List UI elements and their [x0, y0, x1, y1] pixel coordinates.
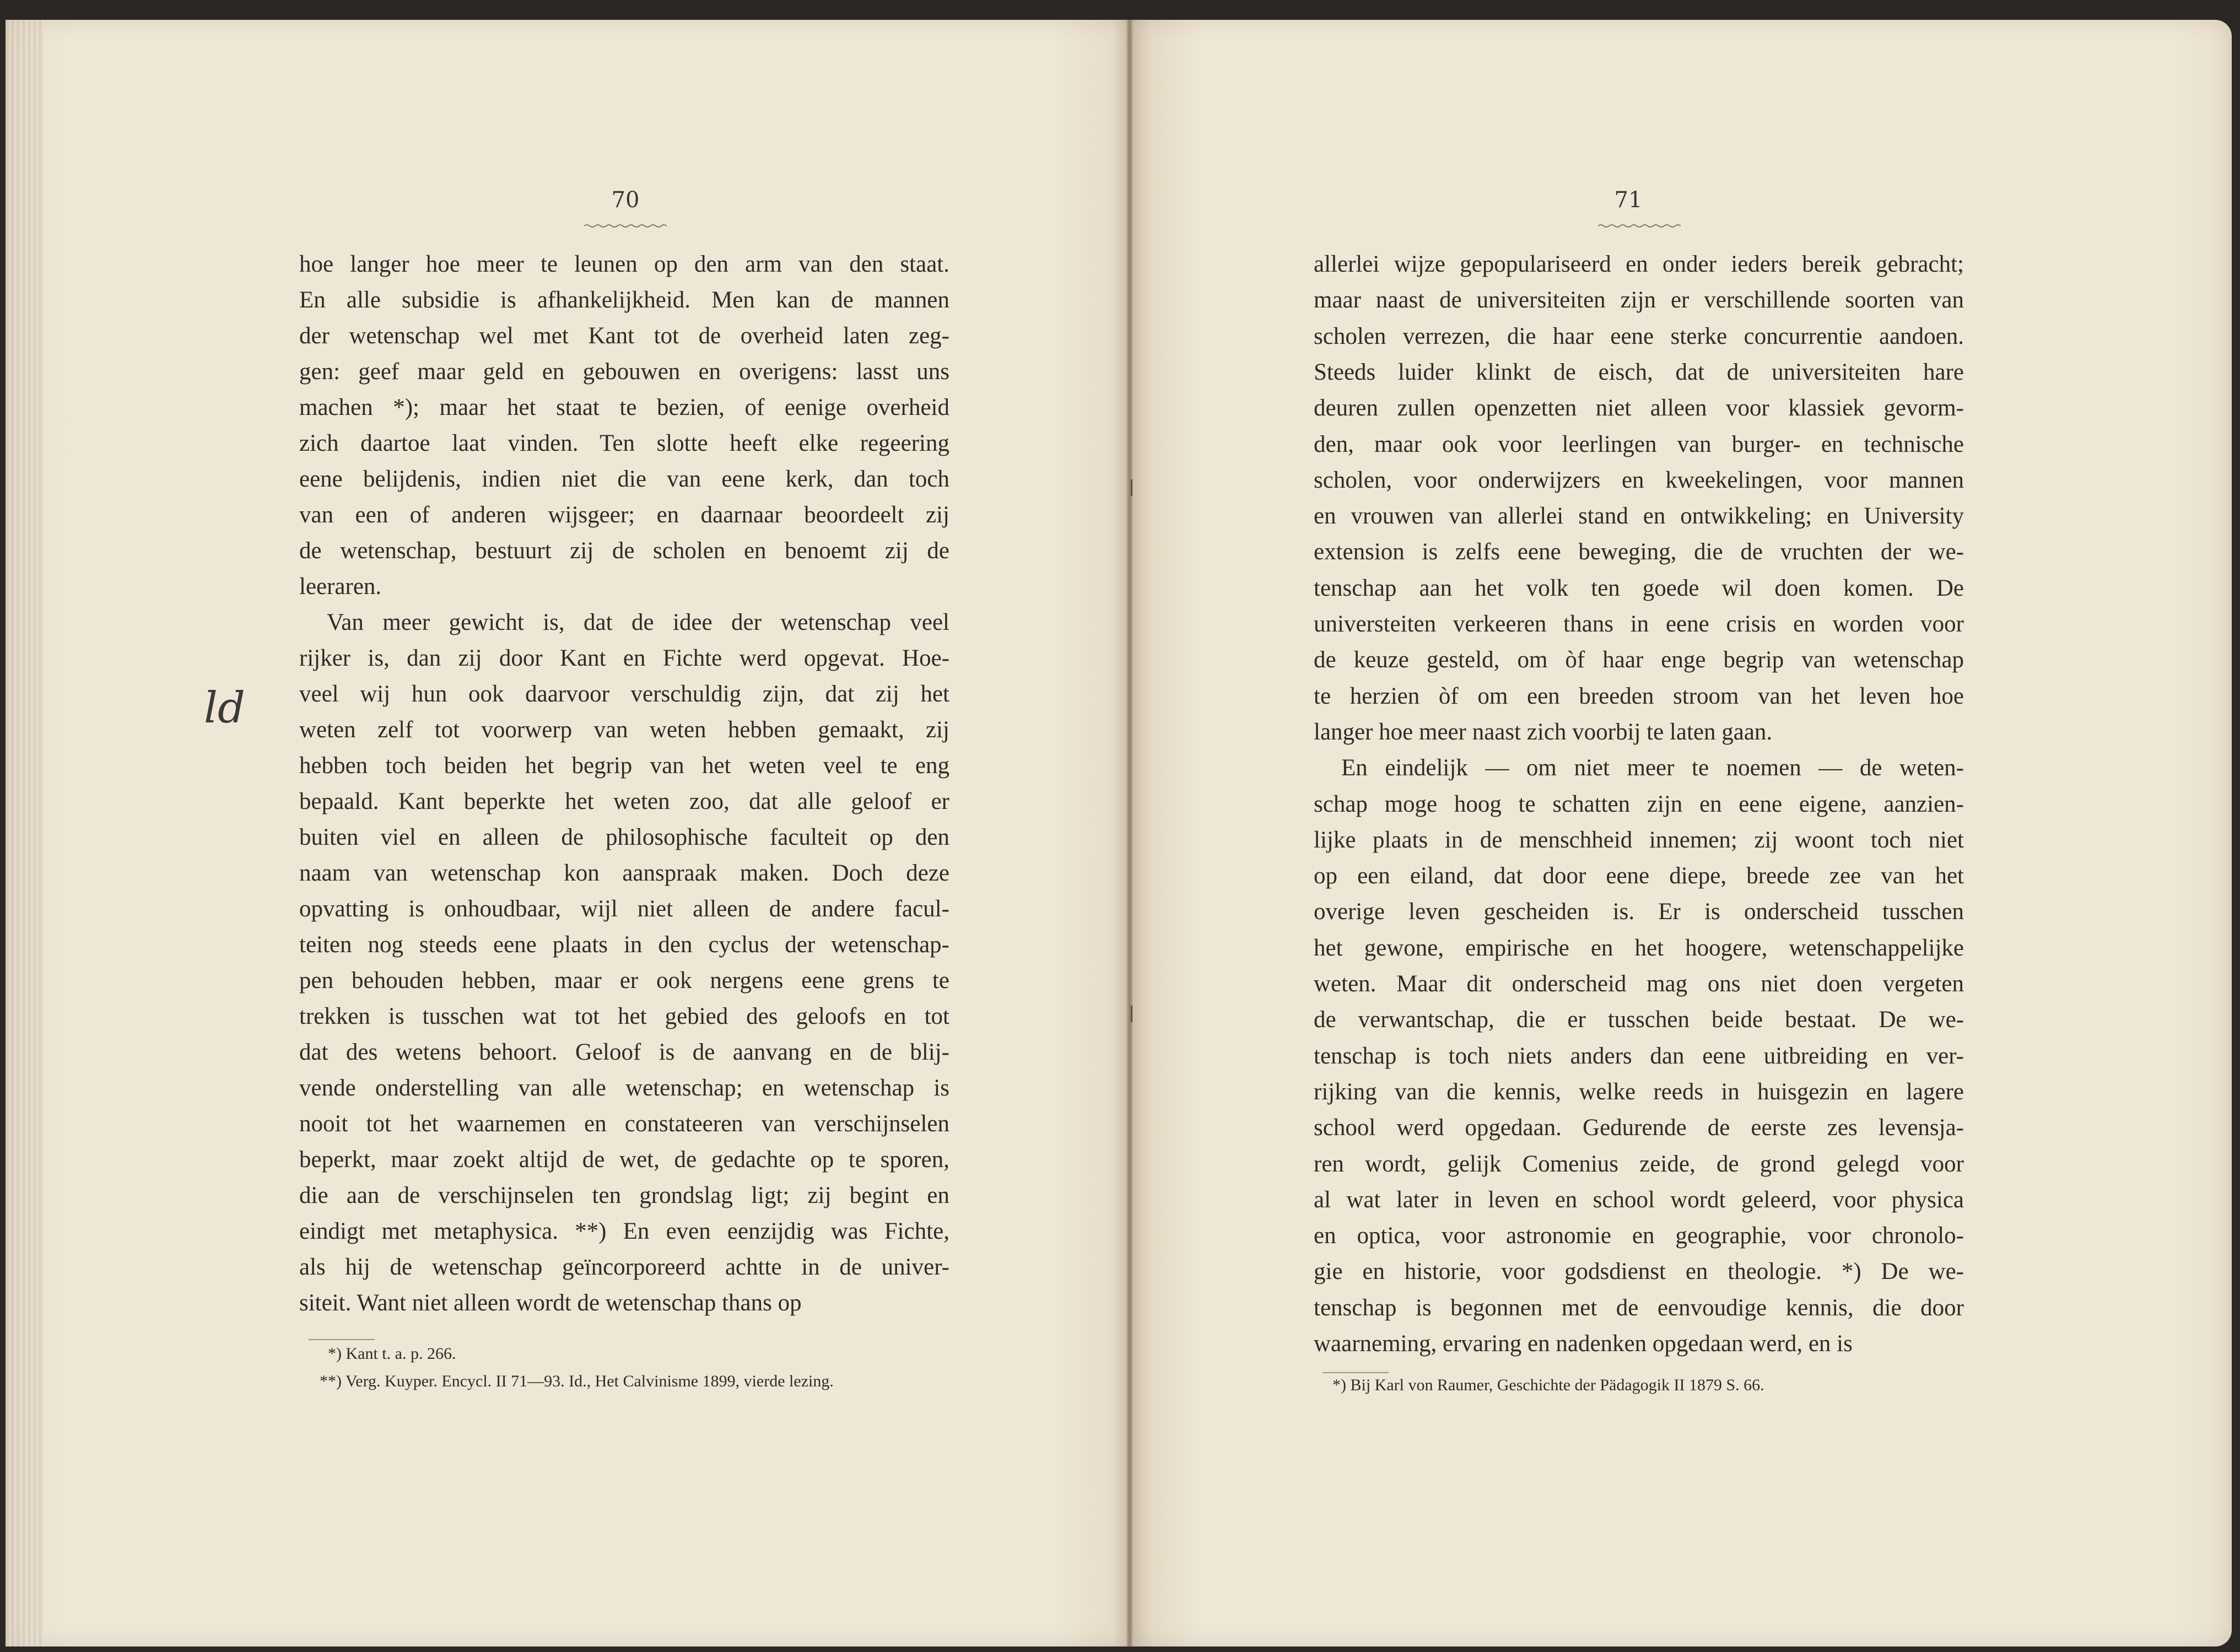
text-line: zich daartoe laat vinden. Ten slotte heeft elke regeering — [299, 430, 949, 456]
text-line: al wat later in leven en school wordt geleerd, voor physica — [1314, 1186, 1964, 1213]
text-line: universteiten verkeeren thans in eene crisis en worden voor — [1314, 611, 1964, 637]
text-line: eene belijdenis, indien niet die van eene kerk, dan toch — [299, 466, 949, 492]
text-line: eindigt met metaphysica. **) En even eenzijdig was Fichte, — [299, 1218, 949, 1244]
text-line: hoe langer hoe meer te leunen op den arm van den staat. — [299, 251, 949, 277]
text-line: ren wordt, gelijk Comenius zeide, de grond gelegd voor — [1314, 1151, 1964, 1177]
text-line: te herzien òf om een breeden stroom van het leven hoe — [1314, 683, 1964, 709]
text-line: overige leven gescheiden is. Er is onderscheid tusschen — [1314, 899, 1964, 925]
text-line: deuren zullen openzetten niet alleen voor klassiek gevorm- — [1314, 395, 1964, 422]
text-line: maar naast de universiteiten zijn er verschillende soorten van — [1314, 287, 1964, 314]
text-line: weten zelf tot voorwerp van weten hebben gemaakt, zij — [299, 717, 949, 743]
footnote-rule-right — [1323, 1372, 1389, 1373]
text-line: de wetenschap, bestuurt zij de scholen en benoemt zij de — [299, 538, 949, 564]
text-line: der wetenschap wel met Kant tot de overheid laten zeg- — [299, 323, 949, 349]
text-line: tenschap is toch niets anders dan eene uitbreiding en ver- — [1314, 1043, 1964, 1069]
text-line: schap moge hoog te schatten zijn en eene eigene, aanzien- — [1314, 791, 1964, 817]
text-line: gen: geef maar geld en gebouwen en overigens: lasst uns — [299, 359, 949, 385]
text-line: leeraren. — [299, 574, 382, 600]
text-line: en optica, voor astronomie en geographie, voor chronolo- — [1314, 1223, 1964, 1249]
text-line: vende onderstelling van alle wetenschap; en wetenschap is — [299, 1075, 949, 1101]
page-number-right: 71 — [1614, 187, 1643, 213]
text-line: den, maar ook voor leerlingen van burger- en technische — [1314, 431, 1964, 457]
text-line: waarneming, ervaring en nadenken opgedaan werd, en is — [1314, 1331, 1853, 1357]
text-line: als hij de wetenschap geïncorporeerd achtte in de univer- — [299, 1254, 949, 1280]
text-line: scholen verrezen, die haar eene sterke concurrentie aandoen. — [1314, 323, 1964, 349]
text-line: nooit tot het waarnemen en constateeren van verschijnselen — [299, 1111, 949, 1137]
text-line: pen behouden hebben, maar er ook nergens eene grens te — [299, 968, 949, 994]
text-line: allerlei wijze gepopulariseerd en onder ieders bereik gebracht; — [1314, 251, 1964, 277]
text-line: van een of anderen wijsgeer; en daarnaar beoordeelt zij — [299, 502, 949, 528]
text-line: En eindelijk — om niet meer te noemen — de weten- — [1341, 755, 1964, 781]
text-line: lijke plaats in de menschheid innemen; zij woont toch niet — [1314, 827, 1964, 853]
text-line: siteit. Want niet alleen wordt de wetenschap thans op — [299, 1290, 802, 1316]
text-line: school werd opgedaan. Gedurende de eerste zes levensja- — [1314, 1115, 1964, 1141]
text-line: tenschap aan het volk ten goede wil doen komen. De — [1314, 575, 1964, 601]
text-line: de verwantschap, die er tusschen beide bestaat. De we- — [1314, 1007, 1964, 1033]
text-line: Steeds luider klinkt de eisch, dat de universiteiten hare — [1314, 359, 1964, 385]
text-line: weten. Maar dit onderscheid mag ons niet doen vergeten — [1314, 971, 1964, 997]
text-line: het gewone, empirische en het hoogere, wetenschappelijke — [1314, 935, 1964, 961]
text-line: dat des wetens behoort. Geloof is de aanvang en de blij- — [299, 1039, 949, 1065]
text-line: tenschap is begonnen met de eenvoudige kennis, die door — [1314, 1294, 1964, 1321]
text-line: buiten viel en alleen de philosophische faculteit op den — [299, 824, 949, 850]
gutter-tick-mark — [1131, 1006, 1132, 1022]
text-line: rijker is, dan zij door Kant en Fichte werd opgevat. Hoe- — [299, 645, 949, 671]
text-line: bepaald. Kant beperkte het weten zoo, dat alle geloof er — [299, 789, 949, 814]
handwritten-margin-note: ld — [204, 683, 245, 733]
text-line: gie en historie, voor godsdienst en theologie. *) De we- — [1314, 1259, 1964, 1285]
left-page-body — [299, 251, 949, 1336]
page-edges — [6, 20, 44, 1646]
right-page-body — [1314, 251, 1964, 1375]
text-line: opvatting is onhoudbaar, wijl niet alleen de andere facul- — [299, 896, 949, 922]
text-line: en vrouwen van allerlei stand en ontwikkeling; en University — [1314, 503, 1964, 530]
text-line: Van meer gewicht is, dat de idee der wetenschap veel — [327, 609, 949, 635]
footnote-right-1: *) Bij Karl von Raumer, Geschichte der Pädagogik II 1879 S. 66. — [1332, 1376, 1764, 1394]
footnote-left-1: *) Kant t. a. p. 266. — [328, 1345, 456, 1363]
text-line: hebben toch beiden het begrip van het weten veel te eng — [299, 753, 949, 779]
text-line: langer hoe meer naast zich voorbij te laten gaan. — [1314, 719, 1773, 745]
text-line: trekken is tusschen wat tot het gebied des geloofs en tot — [299, 1003, 949, 1029]
text-line: extension is zelfs eene beweging, die de vruchten der we- — [1314, 539, 1964, 565]
text-line: scholen, voor onderwijzers en kweekelingen, voor mannen — [1314, 467, 1964, 493]
text-line: machen *); maar het staat te bezien, of eenige overheid — [299, 395, 949, 420]
text-line: op een eiland, dat door eene diepe, breede zee van het — [1314, 863, 1964, 889]
page-number-ornament-right — [1598, 224, 1681, 228]
text-line: teiten nog steeds eene plaats in den cyclus der wetenschap- — [299, 932, 949, 958]
text-line: die aan de verschijnselen ten grondslag ligt; zij begint en — [299, 1183, 949, 1208]
page-number-ornament-left — [584, 224, 667, 228]
footnote-rule-left — [309, 1339, 375, 1340]
gutter-tick-mark — [1131, 479, 1132, 496]
page-number-left: 70 — [611, 187, 640, 213]
text-line: beperkt, maar zoekt altijd de wet, de gedachte op te sporen, — [299, 1147, 949, 1173]
text-line: de keuze gesteld, om òf haar enge begrip van wetenschap — [1314, 647, 1964, 673]
text-line: naam van wetenschap kon aanspraak maken. Doch deze — [299, 860, 949, 886]
text-line: veel wij hun ook daarvoor verschuldig zijn, dat zij het — [299, 681, 949, 707]
text-line: rijking van die kennis, welke reeds in huisgezin en lagere — [1314, 1078, 1964, 1105]
footnote-left-2: **) Verg. Kuyper. Encycl. II 71—93. Id., Het Calvinisme 1899, vierde lezing. — [320, 1372, 834, 1390]
text-line: En alle subsidie is afhankelijkheid. Men kan de mannen — [299, 287, 949, 313]
book-gutter — [1126, 20, 1133, 1646]
